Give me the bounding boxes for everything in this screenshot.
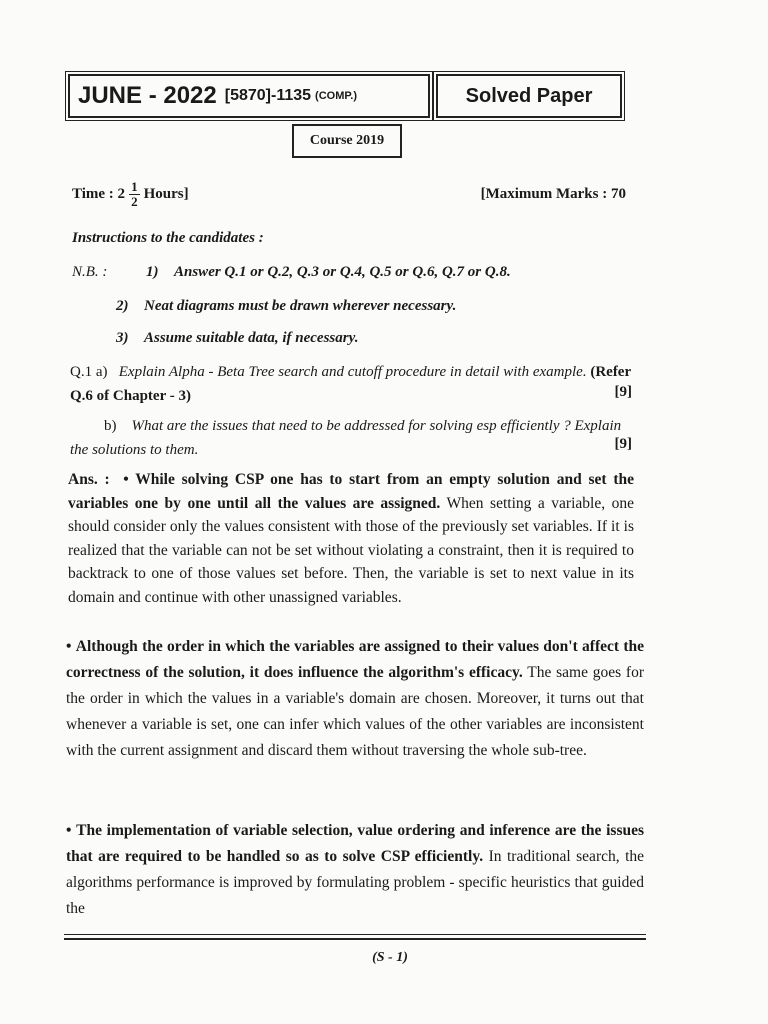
question-label: b)	[104, 418, 117, 434]
question-1b	[70, 414, 632, 462]
paper-code: [5870]-1135	[224, 87, 312, 104]
answer-lead-bold: • While solving CSP one has to start from an empty solution and set the variables one by one until all the values are assigned.	[68, 471, 635, 512]
question-reference: (Refer Q.6 of Chapter - 3)	[70, 364, 631, 404]
instruction-text: Neat diagrams must be drawn wherever necessary.	[144, 298, 457, 314]
branch-label: (COMP.)	[315, 90, 358, 102]
time-fraction-numerator: 1	[131, 179, 138, 194]
footer-rule-thick	[64, 938, 646, 940]
question-1a	[70, 360, 632, 408]
instruction-item	[116, 298, 456, 315]
question-label: Q.1 a)	[70, 364, 108, 380]
time-prefix: Time : 2	[72, 186, 126, 202]
instruction-number: 3)	[116, 330, 129, 346]
maximum-marks: [Maximum Marks : 70	[480, 186, 626, 202]
solved-paper-label: Solved Paper	[465, 84, 593, 107]
answer-bullet	[66, 634, 644, 764]
bullet-glyph: •	[66, 638, 72, 655]
page-number: (S - 1)	[372, 950, 408, 965]
footer-rule	[64, 934, 646, 935]
answer-bullet	[66, 818, 644, 922]
instruction-number: 2)	[116, 298, 129, 314]
time-fraction-denominator: 2	[131, 194, 138, 209]
instructions-heading: Instructions to the candidates :	[72, 230, 264, 246]
instruction-number: 1)	[146, 264, 159, 280]
course-label: Course 2019	[309, 133, 385, 148]
answer-label: Ans. :	[68, 471, 110, 488]
question-1a-marks: [9]	[614, 384, 632, 400]
bullet-glyph: •	[66, 822, 72, 839]
time-suffix: Hours]	[143, 186, 189, 202]
bullet-lead-bold: Although the order in which the variables are assigned to their values don't affect the correctness of the solution, it does influence the algorithm's efficacy.	[66, 638, 644, 681]
instruction-text: Assume suitable data, if necessary.	[144, 330, 359, 346]
bullet-lead-bold: The implementation of variable selection, value ordering and inference are the issues that are required to be handled so as to solve CSP efficiently.	[66, 822, 645, 865]
answer-body: When setting a variable, one should consider only the values consistent with those of the previously set variables. If it is realized that the variable can not be set without violating a constraint, then it is required to backtrack to one of those values set before. Then, the variable is set to next value in its domain and continue with other unassigned variables.	[68, 494, 634, 606]
question-text: Explain Alpha - Beta Tree search and cutoff procedure in detail with example.	[118, 364, 587, 380]
answer-paragraph	[68, 468, 634, 609]
instruction-item	[116, 330, 358, 347]
bullet-body: In traditional search, the algorithms performance is improved by formulating problem - specific heuristics that guided the	[66, 848, 645, 917]
question-1b-marks: [9]	[614, 436, 632, 452]
exam-title-box	[68, 74, 430, 118]
exam-month-year: JUNE - 2022	[78, 82, 217, 109]
question-text: What are the issues that need to be addressed for solving esp efficiently ? Explain the solutions to them.	[70, 418, 622, 458]
exam-time	[72, 180, 189, 209]
instruction-item	[72, 264, 511, 281]
solved-paper-box	[436, 74, 622, 118]
course-box	[292, 124, 402, 158]
bullet-body: The same goes for the order in which the values in a variable's domain are chosen. Moreover, it turns out that whenever a variable is set, one can infer which values of the other variables are inconsistent with the current assignment and discard them without traversing the whole sub-tree.	[66, 664, 644, 759]
instruction-text: Answer Q.1 or Q.2, Q.3 or Q.4, Q.5 or Q.6, Q.7 or Q.8.	[174, 264, 511, 280]
time-fraction	[129, 180, 140, 209]
nb-label: N.B. :	[72, 264, 108, 280]
